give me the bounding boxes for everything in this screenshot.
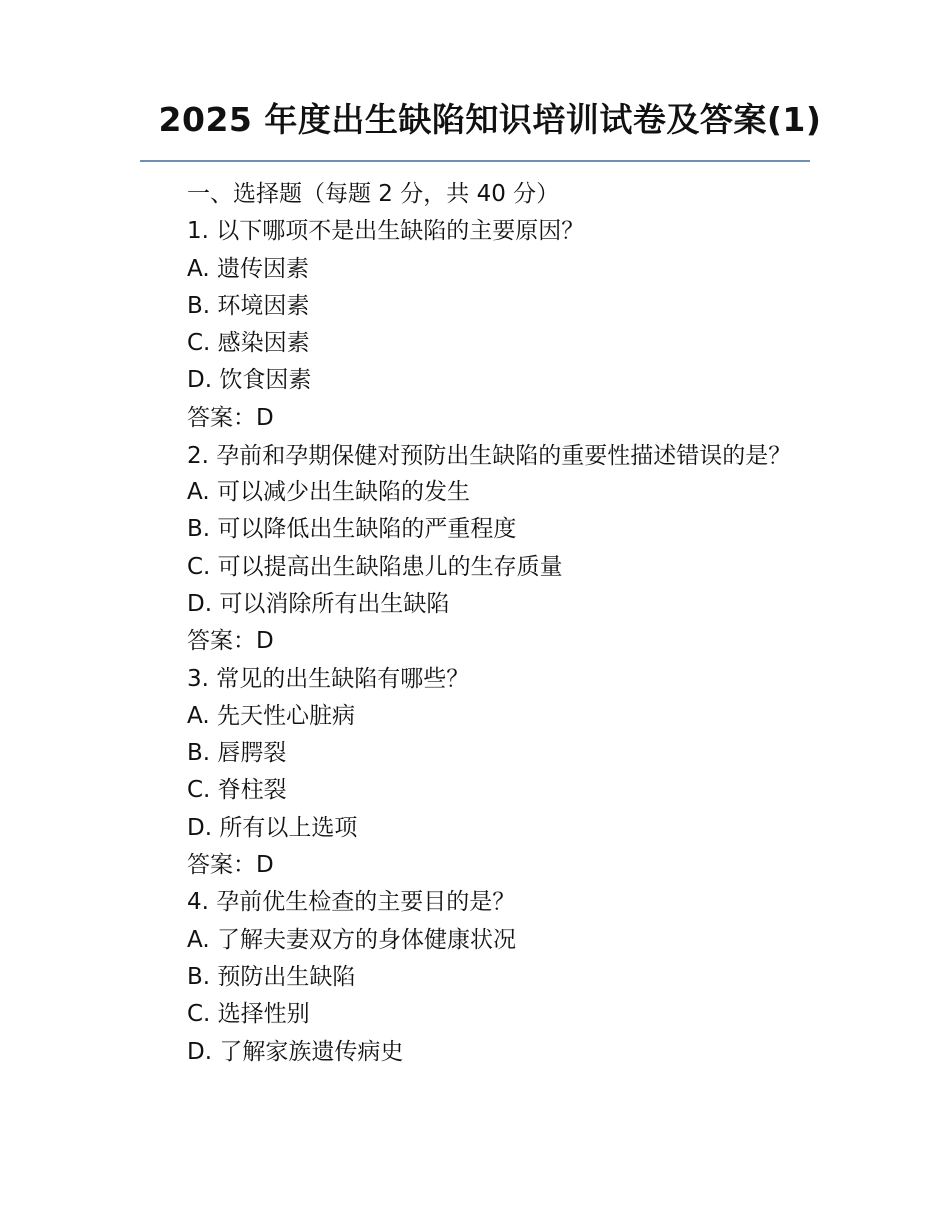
answer-option: A. 遗传因素 (187, 255, 309, 282)
answer-option: D. 饮食因素 (187, 367, 312, 394)
answer-option: C. 可以提高出生缺陷患儿的生存质量 (187, 553, 563, 580)
answer-option: B. 预防出生缺陷 (187, 963, 356, 990)
question-stem: 2. 孕前和孕期保健对预防出生缺陷的重要性描述错误的是？ (187, 443, 792, 470)
question-stem: 1. 以下哪项不是出生缺陷的主要原因？ (187, 218, 585, 245)
answer-key: 答案：D (187, 628, 274, 655)
answer-option: A. 先天性心脏病 (187, 702, 355, 729)
answer-option: B. 环境因素 (187, 292, 310, 319)
answer-option: B. 可以降低出生缺陷的严重程度 (187, 516, 517, 543)
question-stem: 4. 孕前优生检查的主要目的是？ (187, 889, 516, 916)
answer-option: A. 了解夫妻双方的身体健康状况 (187, 926, 516, 953)
section-heading: 一、选择题（每题 2 分，共 40 分） (187, 181, 560, 207)
answer-option: B. 唇腭裂 (187, 740, 287, 767)
answer-key: 答案：D (187, 852, 274, 879)
answer-option: D. 了解家族遗传病史 (187, 1038, 404, 1065)
answer-option: D. 所有以上选项 (187, 814, 358, 841)
document-body (140, 176, 800, 1071)
document-title: 2025 年度出生缺陷知识培训试卷及答案(1) (158, 100, 822, 139)
answer-option: C. 感染因素 (187, 330, 310, 357)
answer-option: C. 选择性别 (187, 1001, 310, 1028)
answer-option: A. 可以减少出生缺陷的发生 (187, 479, 470, 506)
title-divider (140, 160, 810, 162)
answer-option: C. 脊柱裂 (187, 777, 287, 804)
answer-option: D. 可以消除所有出生缺陷 (187, 590, 450, 617)
question-stem: 3. 常见的出生缺陷有哪些？ (187, 665, 470, 692)
answer-key: 答案：D (187, 404, 274, 431)
